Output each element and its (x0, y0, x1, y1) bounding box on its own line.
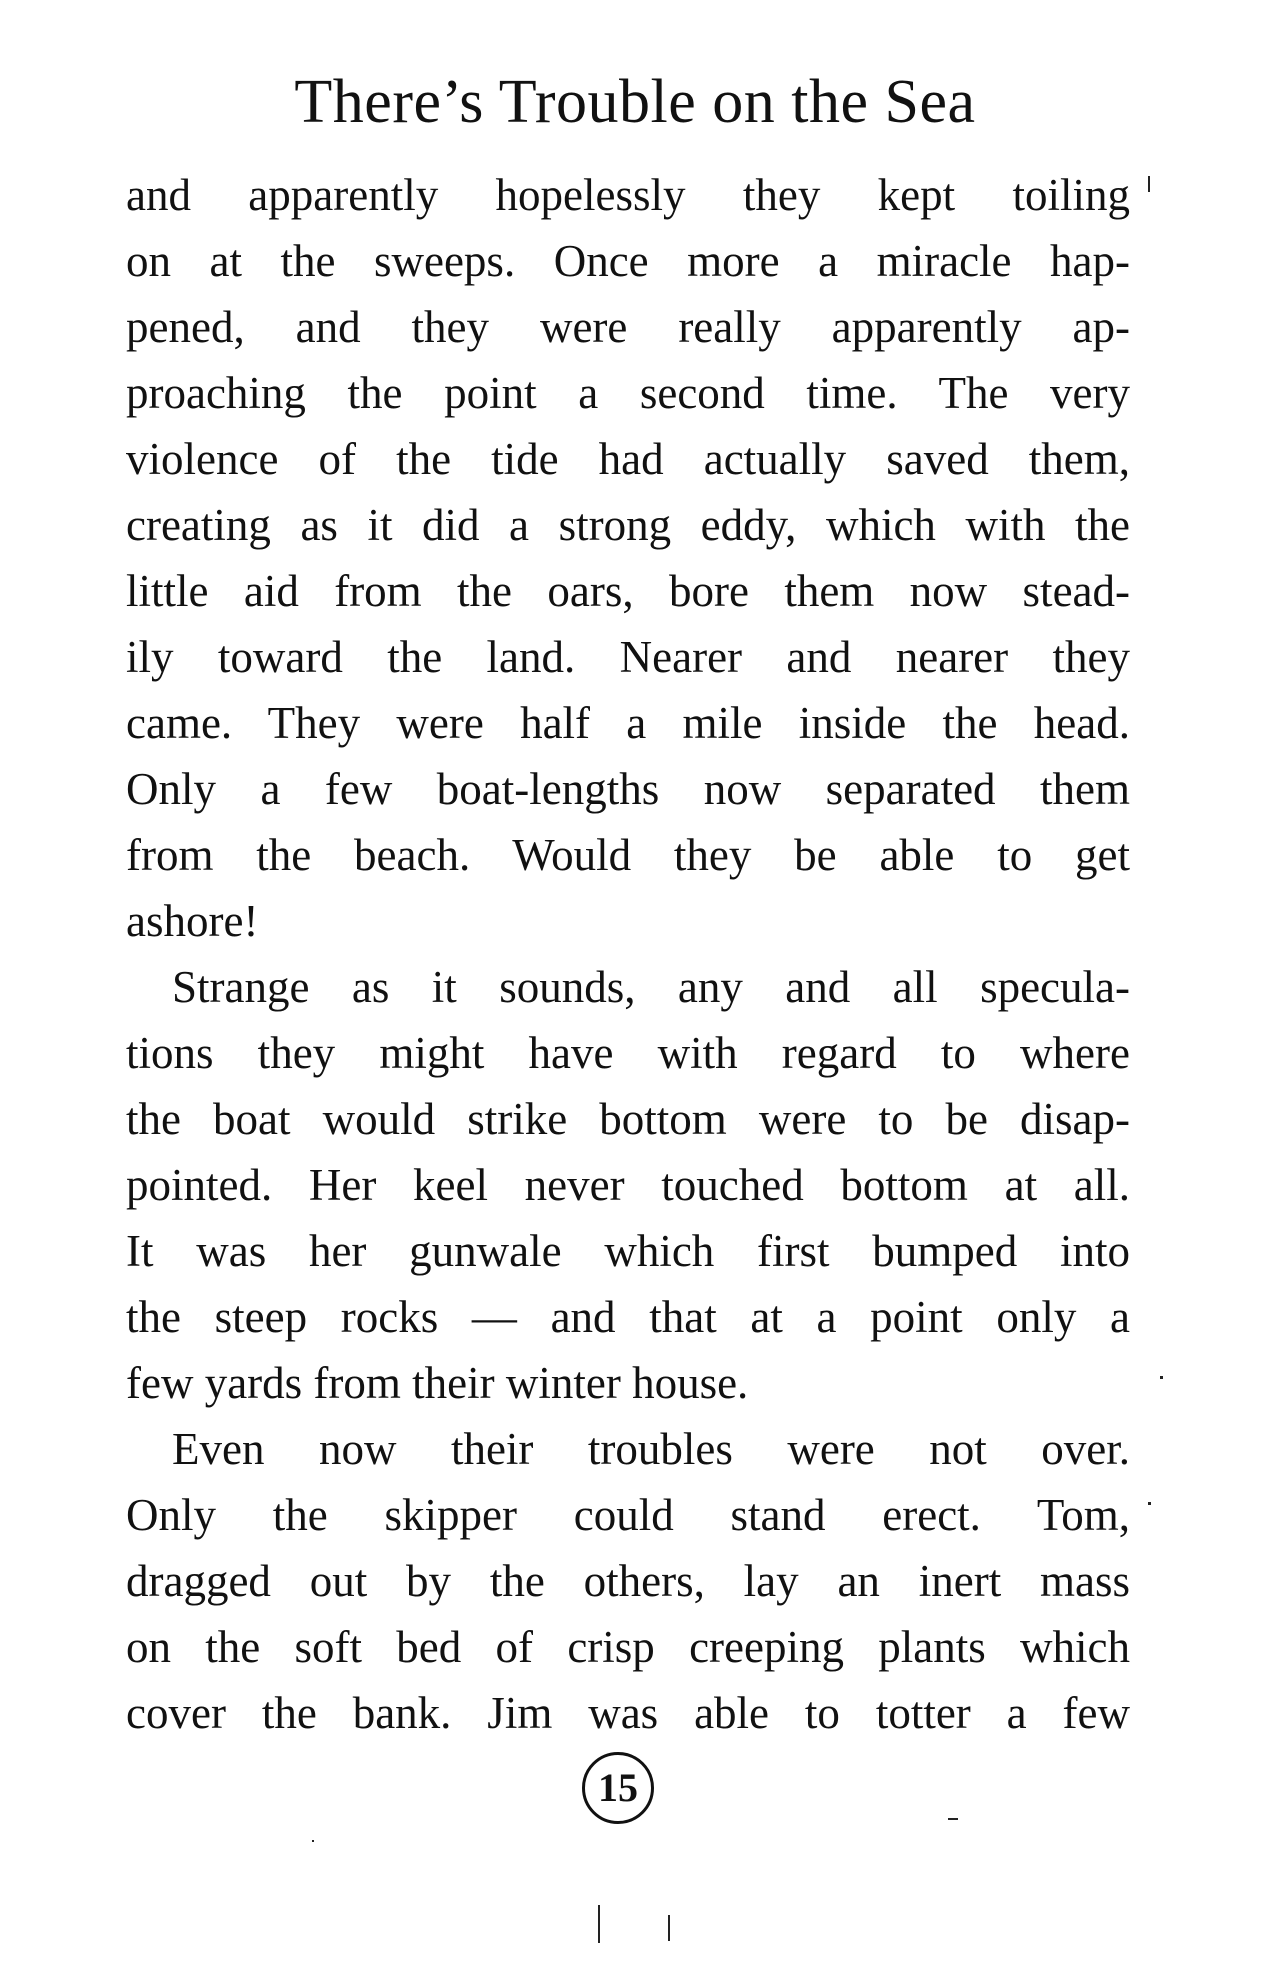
text-line: came. They were half a mile inside the head. (126, 698, 1130, 748)
text-line: pointed. Her keel never touched bottom at all. (126, 1160, 1130, 1210)
text-line: proaching the point a second time. The very (126, 368, 1130, 418)
scan-speck (1160, 1376, 1163, 1379)
text-line: the boat would strike bottom were to be disap- (126, 1094, 1130, 1144)
scan-speck (1148, 176, 1150, 192)
text-line: Only the skipper could stand erect. Tom, (126, 1490, 1130, 1540)
text-line: little aid from the oars, bore them now stead- (126, 566, 1130, 616)
scan-speck (598, 1905, 600, 1943)
text-line: Only a few boat-lengths now separated them (126, 764, 1130, 814)
page-number: 15 (582, 1752, 654, 1824)
text-line: ily toward the land. Nearer and nearer they (126, 632, 1130, 682)
scan-speck (1148, 1502, 1151, 1505)
text-line: pened, and they were really apparently ap- (126, 302, 1130, 352)
body-text (126, 162, 1130, 1746)
text-line: tions they might have with regard to where (126, 1028, 1130, 1078)
scan-speck (668, 1915, 670, 1941)
text-line: and apparently hopelessly they kept toiling (126, 170, 1130, 220)
scan-speck (312, 1840, 314, 1842)
text-line: ashore! (126, 896, 259, 946)
text-line: Even now their troubles were not over. (172, 1424, 1130, 1474)
text-line: dragged out by the others, lay an inert mass (126, 1556, 1130, 1606)
text-line: It was her gunwale which first bumped into (126, 1226, 1130, 1276)
text-line: few yards from their winter house. (126, 1358, 749, 1408)
running-head: There’s Trouble on the Sea (294, 68, 976, 136)
text-line: violence of the tide had actually saved them, (126, 434, 1130, 484)
text-line: the steep rocks — and that at a point only a (126, 1292, 1130, 1342)
text-line: Strange as it sounds, any and all specula- (172, 962, 1130, 1012)
text-line: creating as it did a strong eddy, which with the (126, 500, 1130, 550)
text-line: from the beach. Would they be able to get (126, 830, 1130, 880)
text-line: on the soft bed of crisp creeping plants which (126, 1622, 1130, 1672)
scan-speck (948, 1818, 958, 1820)
text-line: cover the bank. Jim was able to totter a few (126, 1688, 1130, 1738)
text-line: on at the sweeps. Once more a miracle hap- (126, 236, 1130, 286)
